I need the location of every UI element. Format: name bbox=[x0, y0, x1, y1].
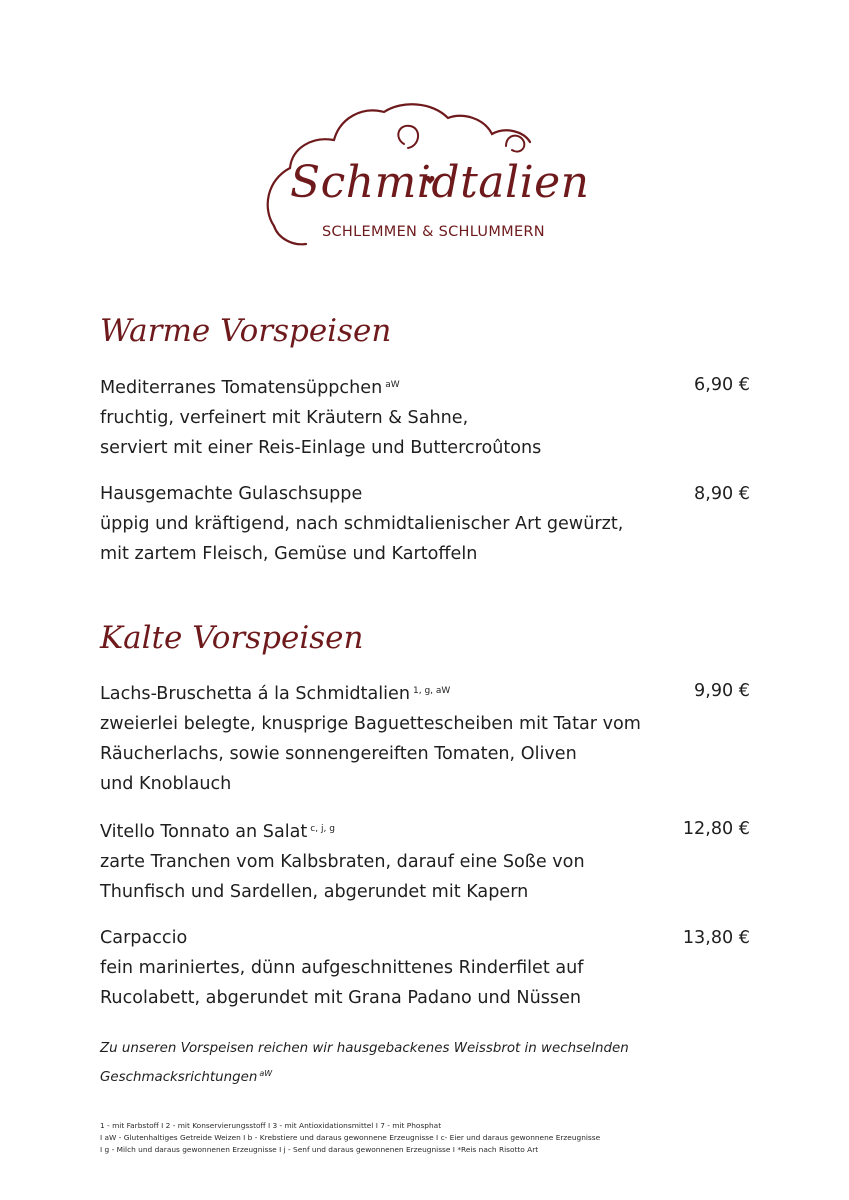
item-description-line: Räucherlachs, sowie sonnengereiften Tomaten, Oliven bbox=[100, 744, 577, 764]
item-description-line: fein mariniertes, dünn aufgeschnittenes Rinderfilet auf bbox=[100, 958, 584, 978]
item-description-line: und Knoblauch bbox=[100, 774, 232, 794]
item-name: Mediterranes Tomatensüppchen $^{aW}$ bbox=[100, 378, 400, 398]
legend-line: I aW - Glutenhaltiges Getreide Weizen I b - Krebstiere und daraus gewonnene Erzeugnisse I c- Eier und daraus gewonnene Erzeugnisse bbox=[100, 1133, 601, 1142]
item-price: 6,90 € bbox=[694, 375, 750, 395]
item-price: 12,80 € bbox=[682, 819, 750, 839]
item-description-line: üppig und kräftigend, nach schmidtalienischer Art gewürzt, bbox=[100, 514, 624, 534]
section-title-warm: Warme Vorspeisen bbox=[100, 313, 392, 349]
item-description-line: serviert mit einer Reis-Einlage und Buttercroûtons bbox=[100, 438, 542, 458]
allergen-codes: aW bbox=[385, 380, 400, 390]
item-name: Vitello Tonnato an Salat $^{c, j, g}$ bbox=[100, 822, 335, 842]
note-line: Geschmacksrichtungen $^{aW}$ bbox=[100, 1069, 273, 1085]
item-description-line: Thunfisch und Sardellen, abgerundet mit Kapern bbox=[100, 882, 529, 902]
menu-item bbox=[100, 479, 750, 569]
item-price: 9,90 € bbox=[694, 681, 750, 701]
logo bbox=[262, 98, 592, 258]
item-description-line: Rucolabett, abgerundet mit Grana Padano und Nüssen bbox=[100, 988, 582, 1008]
menu-item bbox=[100, 814, 750, 907]
menu-item bbox=[100, 923, 750, 1013]
note-line: Zu unseren Vorspeisen reichen wir hausgebackenes Weissbrot in wechselnden bbox=[100, 1041, 629, 1056]
brand-tagline: SCHLEMMEN & SCHLUMMERN bbox=[322, 224, 545, 240]
brand-name: Schmidtalien bbox=[290, 157, 590, 208]
item-price: 8,90 € bbox=[694, 484, 750, 504]
item-price: 13,80 € bbox=[682, 928, 750, 948]
section-title-cold: Kalte Vorspeisen bbox=[100, 620, 364, 656]
allergen-codes: aW bbox=[259, 1069, 273, 1078]
legend-line: I g - Milch und daraus gewonnenen Erzeugnisse I j - Senf und daraus gewonnenen Erzeugnisse I *Reis nach Risotto Art bbox=[100, 1145, 539, 1154]
item-description-line: mit zartem Fleisch, Gemüse und Kartoffeln bbox=[100, 544, 478, 564]
allergen-codes: c, j, g bbox=[310, 824, 335, 834]
item-description-line: zweierlei belegte, knusprige Baguettescheiben mit Tatar vom bbox=[100, 714, 641, 734]
menu-item bbox=[100, 676, 750, 799]
item-description-line: zarte Tranchen vom Kalbsbraten, darauf eine Soße von bbox=[100, 852, 585, 872]
legend-line: 1 - mit Farbstoff I 2 - mit Konservierungsstoff I 3 - mit Antioxidationsmittel I 7 - mit Phosphat bbox=[100, 1121, 442, 1130]
allergen-legend bbox=[100, 1120, 680, 1156]
item-name: Lachs-Bruschetta á la Schmidtalien $^{1, g, aW}$ bbox=[100, 684, 451, 704]
menu-item bbox=[100, 370, 750, 463]
item-description-line: fruchtig, verfeinert mit Kräutern & Sahne, bbox=[100, 408, 469, 428]
bread-note bbox=[100, 1036, 660, 1090]
item-name: Carpaccio bbox=[100, 928, 188, 948]
item-name: Hausgemachte Gulaschsuppe bbox=[100, 484, 363, 504]
allergen-codes: 1, g, aW bbox=[413, 686, 451, 696]
